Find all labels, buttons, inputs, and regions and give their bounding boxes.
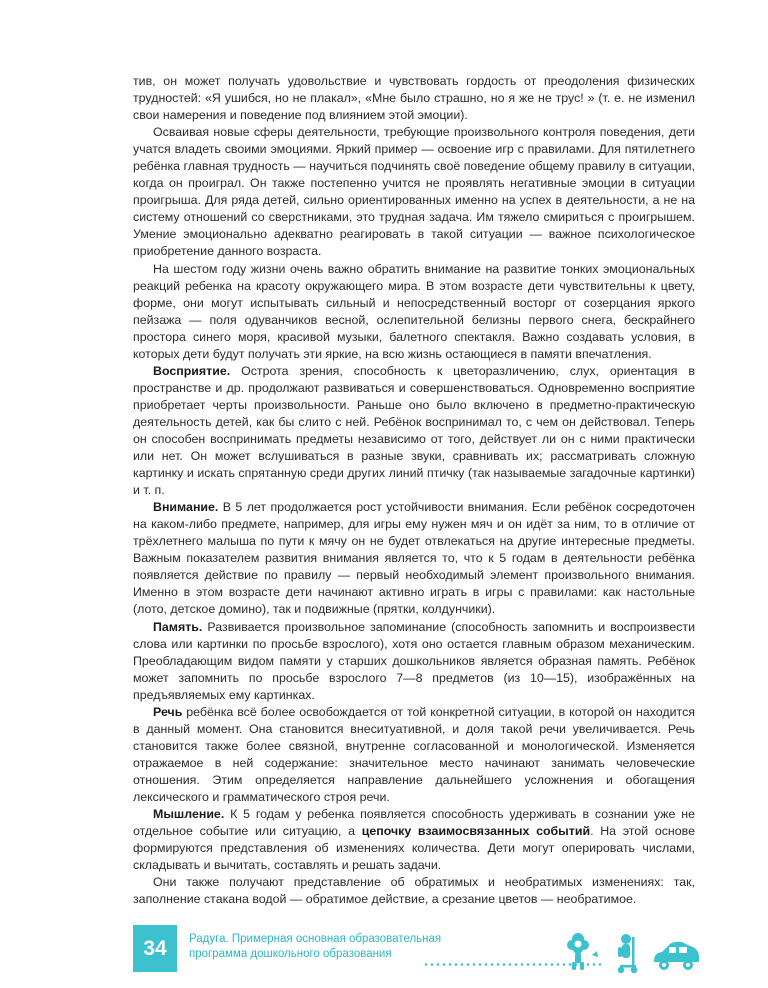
bold-term: Память.: [153, 619, 203, 634]
paragraph: [133, 73, 695, 124]
toy-car-icon: [654, 942, 699, 970]
paragraph-text: тив, он может получать удовольствие и чувствовать гордость от преодоления физических трудностей: «Я ушибся, но не плакал», «Мне было страшно, но я же не трус! » (т. е. не изменил свои намерения и поведение под влиянием этой эмоции).: [133, 74, 695, 123]
footer-illustrations: [558, 925, 703, 977]
bold-term: Восприятие.: [153, 363, 231, 378]
paragraph: [133, 806, 695, 874]
paragraph-text: В 5 лет продолжается рост устойчивости внимания. Если ребёнок сосредоточен на каком-либо предмете, например, для игры ему нужен мяч и он идёт за ним, то в отличие от трёхлетнего малыша по пути к мячу он не будет отвлекаться на другие интересные предметы. Важным показателем развития внимания является то, что к 5 годам в деятельности ребёнка появляется действие по правилу — первый необходимый элемент произвольного внимания. Именно в этом возрасте дети начинают активно играть в игры с правилами: как настольные (лото, детское домино), так и подвижные (прятки, колдунчики).: [133, 500, 695, 617]
paragraph: [133, 124, 695, 260]
page-footer: [133, 925, 699, 977]
bold-term: Мышление.: [153, 807, 225, 822]
footer-title: [189, 932, 519, 961]
footer-title-line-1: Радуга. Примерная основная образовательная: [189, 933, 442, 945]
paragraph-text: Осваивая новые сферы деятельности, требующие произвольного контроля поведения, дети учатся владеть своими эмоциями. Яркий пример — освоение игр с правилами. Для пятилетнего ребёнка главная трудность — научиться подчинять своё поведение общему правилу в ситуации, когда он проиграл. Он также постепенно учится не проявлять негативные эмоции в ситуации проигрыша. Для ряда детей, сильно ориентированных именно на успех в деятельности, а не на систему отношений со сверстниками, это трудная задача. Им тяжело смириться с проигрышем. Умение эмоционально адекватно реагировать в такой ситуации — важное психологическое приобретение данного возраста.: [133, 125, 695, 259]
paragraph: [133, 619, 695, 704]
paragraph-text: Развивается произвольное запоминание (способность запомнить и воспроизвести слова или картинки по просьбе взрослого), хотя оно остается главным образом механическим. Преобладающим видом памяти у старших дошкольников является образная память. Ребёнок может запомнить по просьбе взрослого 7—8 предметов (из 10—15), изображённых на предъявляемых ему картинках.: [133, 619, 695, 702]
paragraph-text: К 5 годам у ребенка появляется способность удерживать в сознании уже не отдельное событие или ситуацию, а: [133, 807, 695, 839]
body-text: [133, 73, 695, 908]
paragraph-text: Они также получают представление об обратимых и необратимых изменениях: так, заполнение стакана водой — обратимое действие, а срезание цветов — необратимое.: [133, 875, 695, 907]
paragraph-text: ребёнка всё более освобождается от той конкретной ситуации, в которой он находится в данный момент. Она становится внеситуативной, и доля такой речи увеличивается. Речь становится также более связной, внутренне согласованной и монологической. Изменяется отражаемое в ней содержание: значительное место начинают занимать человеческие отношения. Этим определяется направление дальнейшего усложнения и обогащения лексического и грамматического строя речи.: [133, 704, 695, 804]
paragraph: [133, 363, 695, 499]
footer-title-line-2: программа дошкольного образования: [189, 947, 392, 960]
bold-term: цепочку взаимосвязанных событий: [361, 824, 591, 839]
paragraph-text: Острота зрения, способность к цветоразличению, слух, ориентация в пространстве и др. продолжают развиваться и совершенствоваться. Одновременно восприятие приобретает черты произвольности. Раньше оно было включено в предметно-практическую деятельность детей, как бы слито с ней. Ребёнок воспринимал то, с чем он действовал. Теперь он способен воспринимать предметы независимо от того, действует ли он с ними практически или нет. Он может вслушиваться в разные звуки, сравнивать их; рассматривать сложную картинку и искать спрятанную среди других линий птичку (так называемые загадочные картинки) и т. п.: [133, 363, 695, 498]
paragraph: [133, 874, 695, 908]
paragraph-text: . На этой основе формируются представления об изменениях количества. Дети могут оперировать числами, складывать и вычитать, составлять и решать задачи.: [133, 824, 695, 873]
bold-term: Речь: [153, 704, 183, 719]
flower-child-icon: [567, 933, 598, 970]
paragraph: [133, 499, 695, 618]
bold-term: Внимание.: [153, 500, 219, 515]
paragraph-text: На шестом году жизни очень важно обратить внимание на развитие тонких эмоциональных реакций ребенка на красоту окружающего мира. В этом возрасте дети чувствительны к цвету, форме, они могут испытывать сильный и непосредственный восторг от созерцания яркого пейзажа — поля одуванчиков весной, ослепительной белизны первого снега, бескрайнего простора синего моря, красивой музыки, балетного спектакля. Важно создавать условия, в которых дети будут получать эти яркие, на всю жизнь остающиеся в памяти впечатления.: [133, 261, 695, 361]
paragraph: [133, 261, 695, 363]
paragraph: [133, 704, 695, 806]
scooter-child-icon: [618, 934, 637, 973]
page-number: 34: [133, 925, 177, 972]
